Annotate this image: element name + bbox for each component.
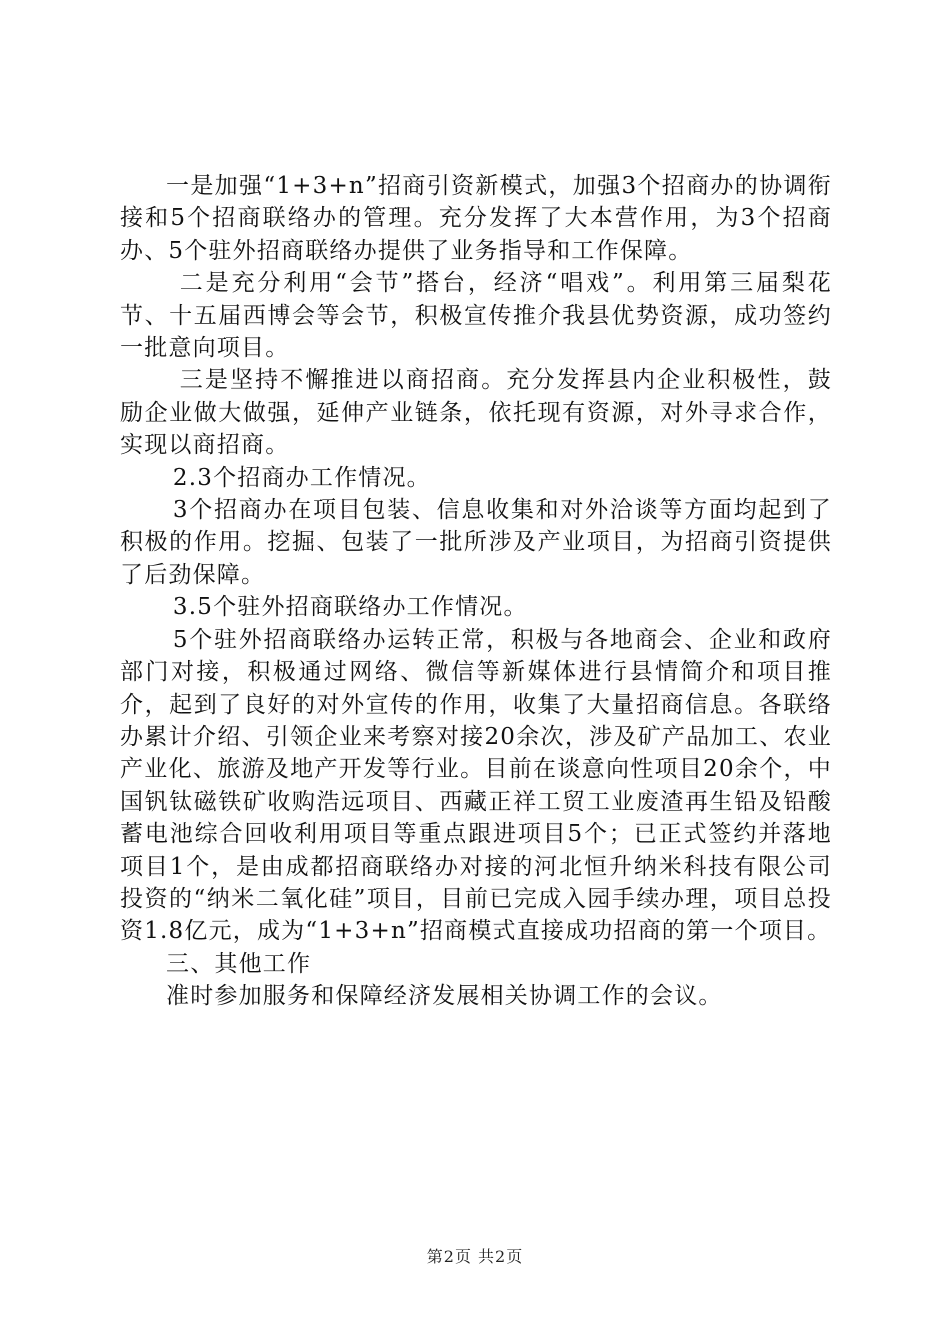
section-heading-other-work: 三、其他工作 — [166, 950, 312, 977]
paragraph-other-work: 准时参加服务和保障经济发展相关协调工作的会议。 — [166, 983, 723, 1010]
paragraph-third: 三是坚持不懈推进以商招商。充分发挥县内企业积极性，鼓励企业做大做强，延伸产业链条，依托现有资源，对外寻求合作，实现以商招商。 — [120, 367, 832, 459]
subheading-liaison-offices: 3.5个驻外招商联络办工作情况。 — [172, 594, 528, 621]
page-number-footer: 第2页 共2页 — [426, 1247, 524, 1266]
paragraph-liaison-offices: 5个驻外招商联络办运转正常，积极与各地商会、企业和政府部门对接，积极通过网络、微信等新媒体进行县情简介和项目推介，起到了良好的对外宣传的作用，收集了大量招商信息。各联络办累计介绍、引领企业来考察对接20余次，涉及矿产品加工、农业产业化、旅游及地产开发等行业。目前在谈意向性项目20余个，中国钒钛磁铁矿收购浩远项目、西藏正祥工贸工业废渣再生铅及铅酸蓄电池综合回收利用项目等重点跟进项目5个；已正式签约并落地项目1个，是由成都招商联络办对接的河北恒升纳米科技有限公司投资的“纳米二氧化硅”项目，目前已完成入园手续办理，项目总投资1.8亿元，成为“1+3+n”招商模式直接成功招商的第一个项目。 — [120, 626, 832, 945]
paragraph-investment-offices: 3个招商办在项目包装、信息收集和对外洽谈等方面均起到了积极的作用。挖掘、包装了一批所涉及产业项目，为招商引资提供了后劲保障。 — [120, 497, 832, 588]
document-body — [120, 170, 832, 1013]
subheading-investment-offices: 2.3个招商办工作情况。 — [172, 464, 431, 491]
paragraph-first: 一是加强“1+3+n”招商引资新模式，加强3个招商办的协调衔接和5个招商联络办的管理。充分发挥了大本营作用，为3个招商办、5个驻外招商联络办提供了业务指导和工作保障。 — [120, 173, 832, 264]
paragraph-second: 二是充分利用“会节”搭台，经济“唱戏”。利用第三届梨花节、十五届西博会等会节，积极宣传推介我县优势资源，成功签约一批意向项目。 — [120, 270, 832, 362]
